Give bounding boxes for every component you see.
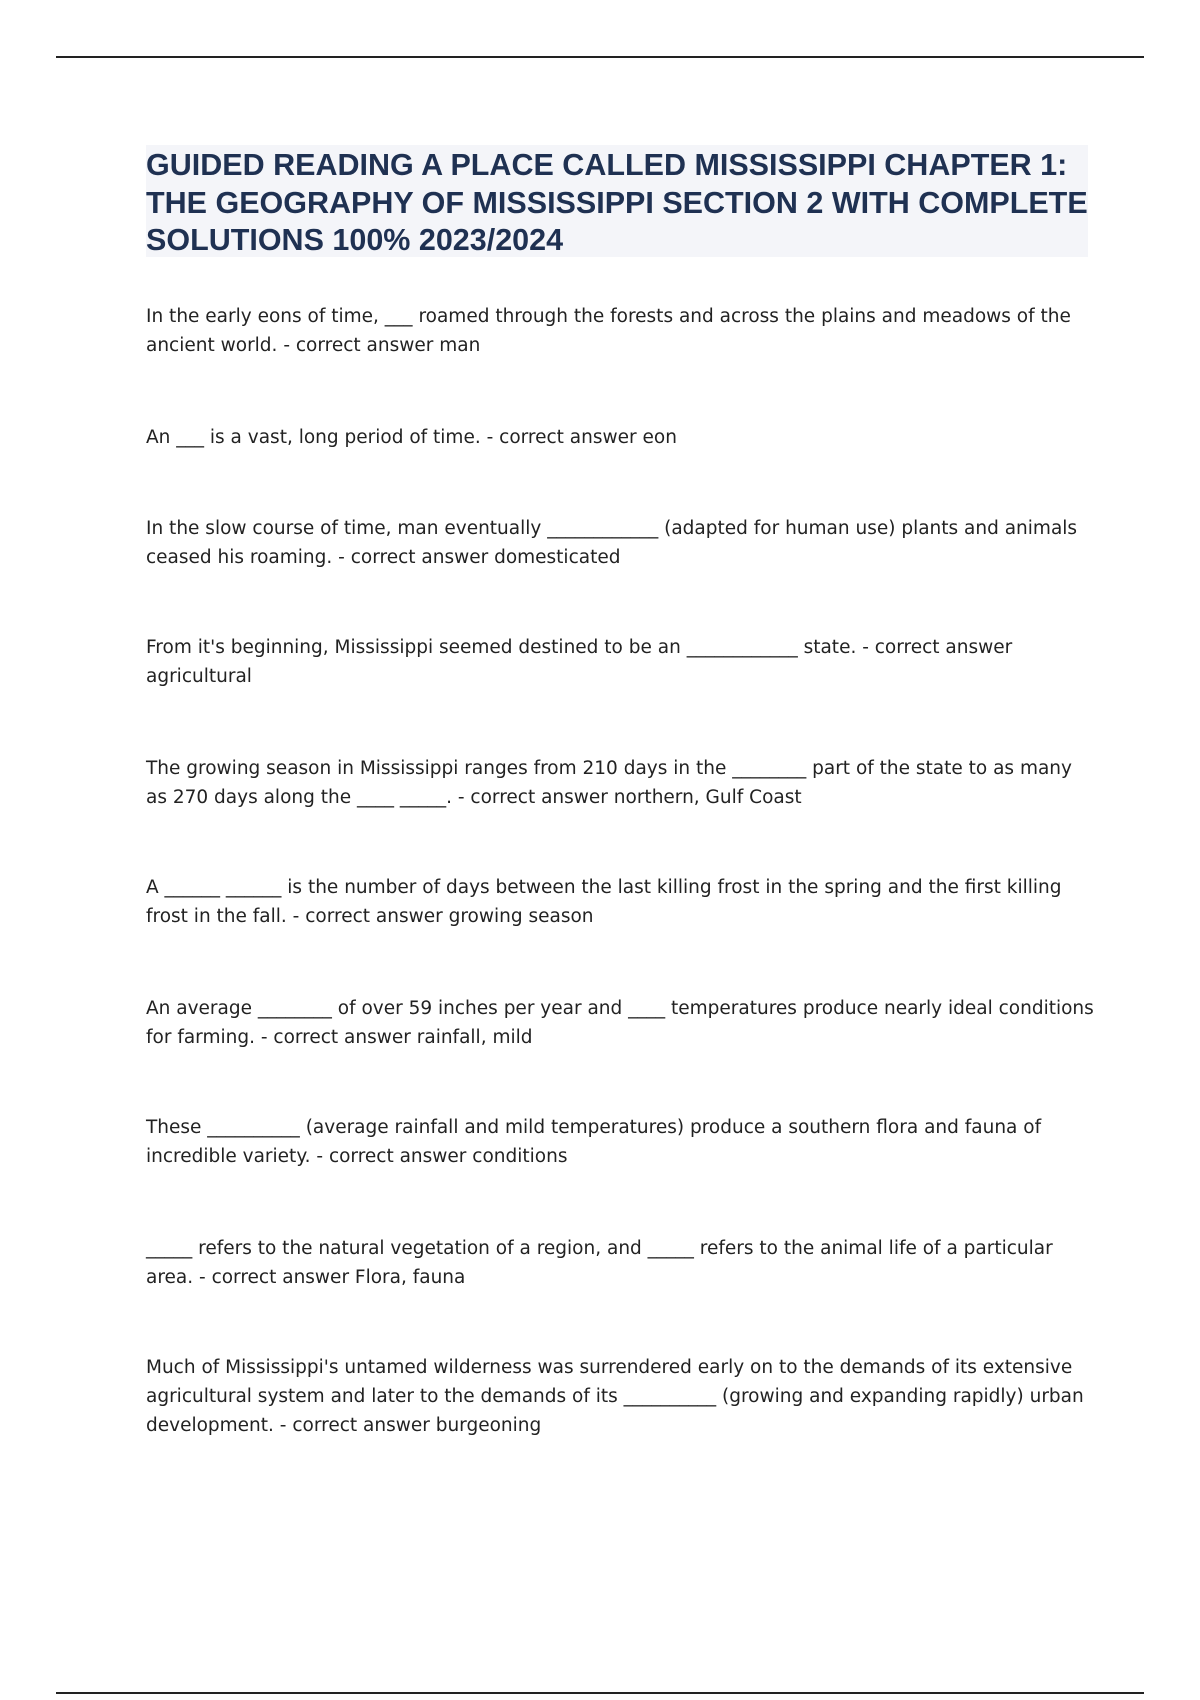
question-item: These __________ (average rainfall and mild temperatures) produce a southern flora and fauna of incredible variety. - correct answer conditions <box>146 1117 1042 1167</box>
question-item: From it's beginning, Mississippi seemed destined to be an ____________ state. - correct answer agricultural <box>146 637 1013 687</box>
question-item: _____ refers to the natural vegetation of a region, and _____ refers to the animal life of a particular area. - correct answer Flora, fauna <box>146 1238 1053 1288</box>
question-item: The growing season in Mississippi ranges from 210 days in the ________ part of the state to as many as 270 days along the ____ _____. - correct answer northern, Gulf Coast <box>146 758 1072 808</box>
question-item: A ______ ______ is the number of days between the last killing frost in the spring and the first killing frost in the fall. - correct answer growing season <box>146 877 1062 927</box>
title-banner <box>146 145 1088 257</box>
question-item: An ___ is a vast, long period of time. - correct answer eon <box>146 427 677 448</box>
question-item: Much of Mississippi's untamed wilderness was surrendered early on to the demands of its extensive agricultural system and later to the demands of its __________ (growing and expanding rapidly) urban development. - correct answer burgeoning <box>146 1357 1084 1436</box>
bottom-rule <box>56 1692 1144 1694</box>
page-title: GUIDED READING A PLACE CALLED MISSISSIPPI CHAPTER 1: THE GEOGRAPHY OF MISSISSIPPI SECTION 2 WITH COMPLETE SOLUTIONS 100% 2023/2024 <box>146 148 1088 257</box>
question-item: An average ________ of over 59 inches per year and ____ temperatures produce nearly ideal conditions for farming. - correct answer rainfall, mild <box>146 998 1094 1048</box>
question-item: In the slow course of time, man eventually ____________ (adapted for human use) plants and animals ceased his roaming. - correct answer domesticated <box>146 518 1078 568</box>
question-item: In the early eons of time, ___ roamed through the forests and across the plains and meadows of the ancient world. - correct answer man <box>146 306 1071 356</box>
top-rule <box>56 56 1144 58</box>
